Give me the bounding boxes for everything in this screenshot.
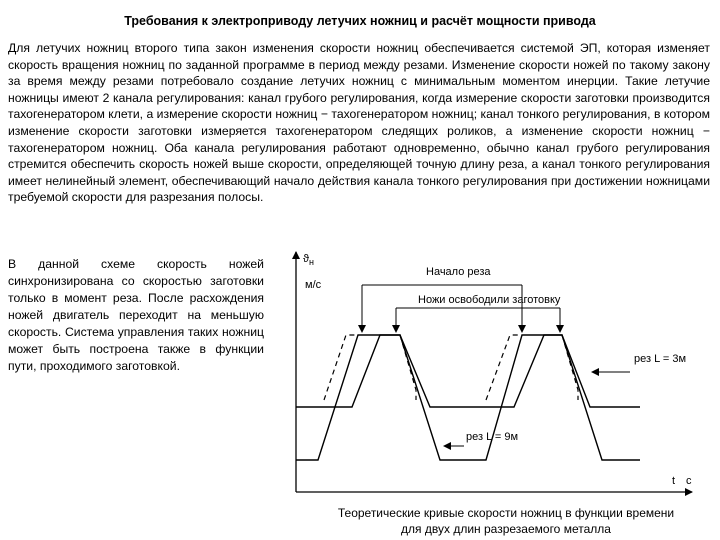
- annotation-cut-3m: рез L = 3м: [634, 353, 687, 365]
- speed-curve-l3: [296, 335, 640, 407]
- caption-line-1: Теоретические кривые скорости ножниц в функции времени: [337, 506, 675, 520]
- speed-curve-dashed-2: [486, 335, 522, 400]
- y-axis-symbol: ϑ: [303, 253, 310, 265]
- speed-curve-dashed-4: [562, 335, 578, 400]
- y-axis-subscript: н: [309, 257, 314, 267]
- x-axis-label: t: [672, 475, 676, 487]
- annotation-cut-9m: рез L = 9м: [466, 431, 519, 443]
- caption-line-2: для двух длин разрезаемого металла: [401, 522, 611, 536]
- svg-text:ϑн: [303, 253, 314, 267]
- y-axis-unit: м/с: [305, 279, 322, 291]
- intro-paragraph: Для летучих ножниц второго типа закон изменения скорости ножниц обеспечивается системой ЭП, которая изменяет скорость вращения ножниц по заданной программе в период между резами. Изменение скорости ножей по такому закону за время между резами потребовало создание летучих ножниц с минимальным моментом инерции. Такие летучие ножницы имеют 2 канала регулирования: канал грубого регулирования, когда измерение скорости заготовки производится тахогенератором клети, а измерение скорости ножниц − тахогенератором ножниц; канал тонкого регулирования, в котором изменение скорости заготовки измеряется тахогенератором следящих роликов, а изменение скорости ножниц − тахогенератором ножниц. Оба канала регулирования работают одновременно, обычно канал грубого регулирования стремится обеспечить скорость ножей выше скорости, определяющей точную длину реза, а канал тонкого регулирования имеет нелинейный элемент, обеспечивающий начало действия канала тонкого регулирования при достижении ножницами требуемой скорости для разрезания полосы.: [8, 41, 710, 205]
- diagram-caption: [296, 505, 716, 537]
- side-paragraph: В данной схеме скорость ножей синхронизирована со скоростью заготовки только в момент реза. После расхождения ножей двигатель переходит на меньшую скорость. Система управления таких ножниц может быть построена также в функции пути, проходимого заготовкой.: [8, 257, 264, 373]
- annotation-cut-start: Начало реза: [426, 266, 491, 278]
- x-axis-unit: с: [686, 475, 692, 487]
- page-title: Требования к электроприводу летучих ножниц и расчёт мощности привода: [124, 14, 596, 28]
- annotation-knives-released: Ножи освободили заготовку: [418, 294, 561, 306]
